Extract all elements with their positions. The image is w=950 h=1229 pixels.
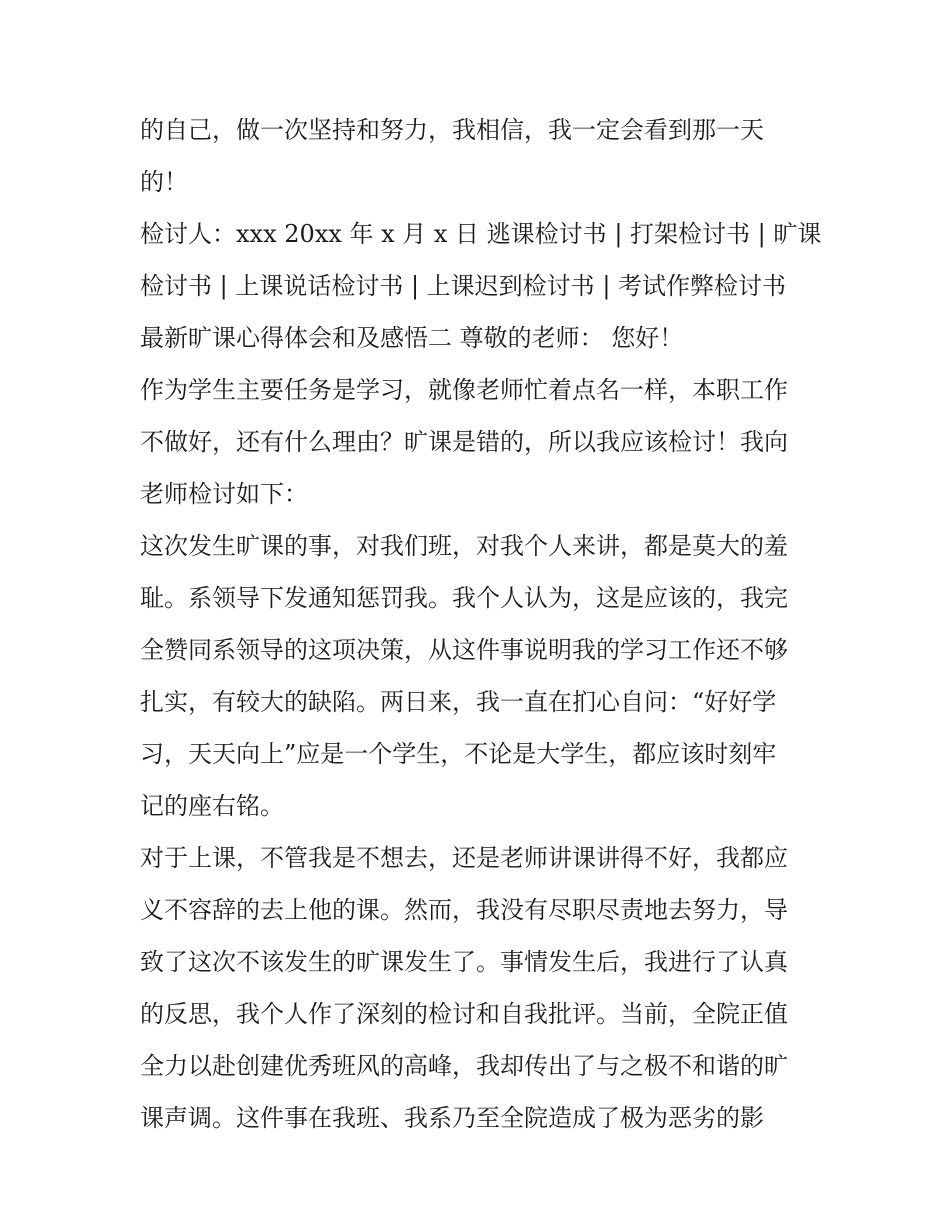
text-line: 全赞同系领导的这项决策，从这件事说明我的学习工作还不够 [140,636,788,664]
text-line: 习，天天向上”应是一个学生，不论是大学生，都应该时刻牢 [140,740,777,768]
text-line: 扎实，有较大的缺陷。两日来，我一直在扪心自问：“好好学 [140,688,777,716]
text-line: 这次发生旷课的事，对我们班，对我个人来讲，都是莫大的羞 [140,532,788,560]
text-line: 课声调。这件事在我班、我系乃至全院造成了极为恶劣的影 [140,1104,764,1132]
text-line: 的自己，做一次坚持和努力，我相信，我一定会看到那一天 [140,116,764,144]
text-line: 老师检讨如下： [140,480,308,508]
text-line: 的！ [140,168,188,196]
text-line: 全力以赴创建优秀班风的高峰，我却传出了与之极不和谐的旷 [140,1052,788,1080]
text-line: 作为学生主要任务是学习，就像老师忙着点名一样，本职工作 [140,376,788,404]
text-line: 检讨人：xxx 20xx 年 x 月 x 日 逃课检讨书 | 打架检讨书 | 旷课 [140,220,822,248]
text-line: 致了这次不该发生的旷课发生了。事情发生后，我进行了认真 [140,948,788,976]
text-line: 不做好，还有什么理由？旷课是错的，所以我应该检讨！我向 [140,428,788,456]
text-line: 对于上课，不管我是不想去，还是老师讲课讲得不好，我都应 [140,844,788,872]
text-line: 最新旷课心得体会和及感悟二 尊敬的老师： 您好！ [140,324,684,352]
text-line: 记的座右铭。 [140,792,284,820]
text-line: 义不容辞的去上他的课。然而，我没有尽职尽责地去努力，导 [140,896,788,924]
text-line: 的反思，我个人作了深刻的检讨和自我批评。当前，全院正值 [140,1000,788,1028]
text-line: 检讨书 | 上课说话检讨书 | 上课迟到检讨书 | 考试作弊检讨书 [140,272,787,300]
document-body [140,104,830,1144]
text-line: 耻。系领导下发通知惩罚我。我个人认为，这是应该的，我完 [140,584,788,612]
